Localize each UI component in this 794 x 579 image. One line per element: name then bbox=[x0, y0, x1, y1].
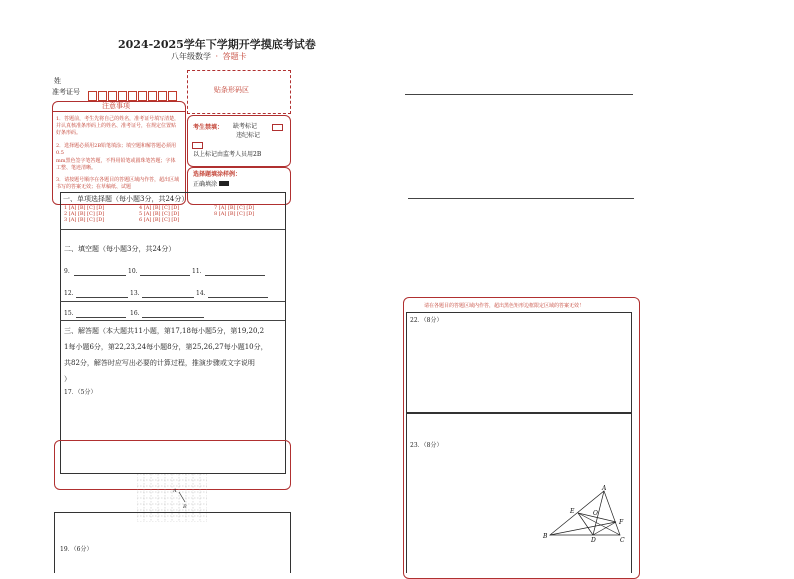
fig-label-d: D bbox=[591, 537, 596, 544]
grid-label-a: A bbox=[173, 488, 177, 494]
fig-label-f: F bbox=[619, 519, 624, 526]
q9-blank[interactable] bbox=[74, 275, 126, 276]
notice-item-4: 3．请按题号顺序在各题目的答题区域内作答，超出区域书写的答案无效；在草稿纸、试题 bbox=[56, 177, 180, 190]
notice-item-1: 1．答题前，考生先将自己的姓名，准考证号填写清楚，并认真核准条形码上的姓名、准考证号，在规定位置贴好条形码。 bbox=[56, 116, 180, 136]
q10-blank[interactable] bbox=[140, 275, 190, 276]
section3-line-4: ） bbox=[64, 375, 71, 383]
notice-title: 注意事项 bbox=[102, 102, 130, 110]
fig-label-e: E bbox=[570, 508, 575, 515]
fig-label-c: C bbox=[620, 537, 625, 544]
q9-label: 9. bbox=[64, 268, 70, 275]
fig-label-o: O bbox=[593, 510, 598, 517]
section3-line-2: 1每小题6分，第22,23,24每小题8分，第25,26,27每小题10分， bbox=[64, 343, 268, 351]
name-label: 姓 bbox=[54, 77, 61, 85]
violation-box[interactable] bbox=[192, 142, 203, 149]
id-label: 准考证号 bbox=[52, 88, 80, 96]
section3-line-3: 共82分，解答时应写出必要的计算过程，推演步骤或文字说明 bbox=[64, 359, 255, 367]
choice-row-2[interactable]: 2 [A] [B] [C] [D] 5 [A] [B] [C] [D] 8 [A] [B] [C] [D] bbox=[64, 211, 255, 217]
q14-blank[interactable] bbox=[208, 297, 268, 298]
q11-label: 11. bbox=[192, 268, 202, 275]
choice-row-1[interactable]: 1 [A] [B] [C] [D] 4 [A] [B] [C] [D] 7 [A] [B] [C] [D] bbox=[64, 205, 255, 211]
q11-blank[interactable] bbox=[205, 275, 265, 276]
q17-label: 17．（5分） bbox=[64, 389, 97, 396]
section1-divider bbox=[60, 229, 285, 230]
notice-item-2: 2．选择题必须用2B铅笔填涂；填空题和解答题必须用0.5 bbox=[56, 143, 177, 156]
q10-label: 10. bbox=[128, 268, 138, 275]
correct-fill-label: 正确填涂 bbox=[193, 181, 229, 189]
q16-blank[interactable] bbox=[142, 317, 204, 318]
section2-end-divider bbox=[60, 320, 285, 321]
grid-label-b: B bbox=[183, 504, 187, 510]
q15-blank[interactable] bbox=[76, 317, 126, 318]
right-top-line-1 bbox=[405, 94, 633, 95]
examiner-label: 考生禁填： bbox=[193, 124, 224, 131]
right-top-line-2 bbox=[408, 198, 634, 199]
subtitle-separator: · bbox=[215, 52, 219, 61]
q12-blank[interactable] bbox=[76, 297, 128, 298]
subject-label: 八年级数学 bbox=[171, 52, 211, 61]
section3-line-1: 三、解答题（本大题共11小题，第17,18每小题5分，第19,20,2 bbox=[64, 327, 265, 335]
q19-label: 19．（6分） bbox=[60, 546, 93, 553]
exam-title: 2024-2025学年下学期开学摸底考试卷 bbox=[118, 38, 316, 51]
fig-label-a: A bbox=[602, 485, 607, 492]
choice-row-3[interactable]: 3 [A] [B] [C] [D] 6 [A] [B] [C] [D] bbox=[64, 217, 180, 223]
right-banner: 请在各题目的答题区域内作答，超出黑色矩形边框限定区域的答案无效！ bbox=[424, 303, 585, 309]
notice-item-3: mm黑色签字笔答题，不得用铅笔或圆珠笔答题；字体工整、笔迹清晰。 bbox=[56, 158, 176, 171]
violation-label: 违纪标记 bbox=[236, 132, 261, 139]
q13-label: 13. bbox=[130, 290, 140, 297]
grid-figure bbox=[137, 474, 207, 522]
q13-blank[interactable] bbox=[142, 297, 194, 298]
missing-label: 缺考标记 bbox=[233, 123, 258, 130]
barcode-label: 贴条形码区 bbox=[214, 86, 249, 94]
examiner-note: 以上标记由监考人员用2B bbox=[193, 151, 262, 158]
triangle-figure bbox=[538, 482, 630, 544]
section1-title: 一、单项选择题（每小题3分，共24分） bbox=[63, 195, 189, 203]
q14-label: 14. bbox=[196, 290, 206, 297]
section2-divider bbox=[60, 301, 285, 302]
q12-label: 12. bbox=[64, 290, 74, 297]
answer-card-label: 答题卡 bbox=[222, 52, 247, 61]
section2-title: 二、填空题（每小题3分，共24分） bbox=[64, 245, 176, 253]
missing-box[interactable] bbox=[272, 124, 283, 131]
q22-label: 22．（8分） bbox=[410, 317, 443, 324]
q15-label: 15. bbox=[64, 310, 74, 317]
fig-label-b: B bbox=[543, 533, 548, 540]
q23-label: 23．（8分） bbox=[410, 442, 443, 449]
fill-sample-label: 选择题填涂样例： bbox=[193, 171, 242, 178]
exam-subtitle bbox=[171, 51, 247, 62]
q16-label: 16. bbox=[130, 310, 140, 317]
q22-frame bbox=[406, 312, 632, 414]
